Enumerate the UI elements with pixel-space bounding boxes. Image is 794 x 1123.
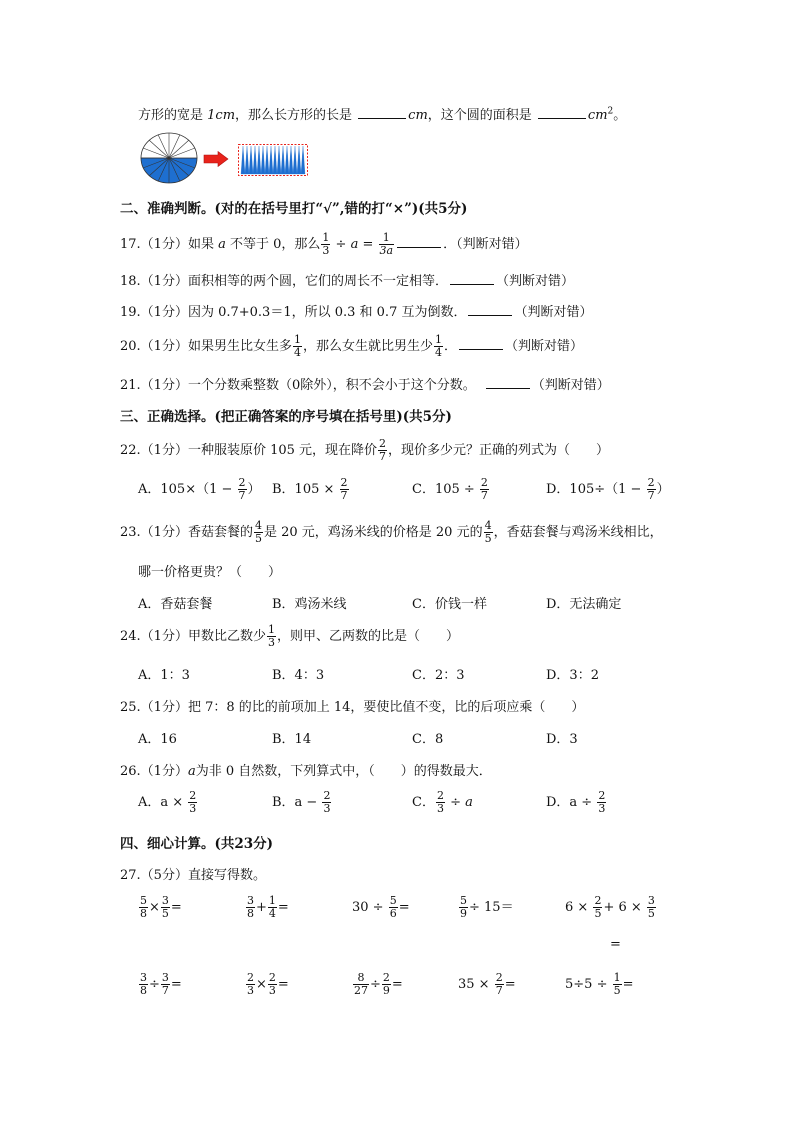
numerator: 2 [238, 476, 246, 489]
fraction [161, 972, 170, 997]
calc-item [352, 972, 403, 997]
fraction [597, 790, 606, 815]
calc-item [565, 895, 657, 920]
option-text: D．a ÷ [546, 795, 597, 810]
question-text: 是 20 元，鸡汤米线的价格是 20 元的 [263, 525, 483, 540]
numerator: 2 [495, 971, 503, 984]
option-a[interactable]: A．16 [138, 732, 177, 747]
denominator: 7 [480, 489, 488, 502]
question-25: 25.（1分）把 7：8 的比的前项加上 14，要使比值不变，比的后项应乘（ ） [120, 700, 585, 715]
numerator: 1 [322, 231, 330, 244]
question-text: 19.（1分）因为 0.7+0.3＝1，所以 0.3 和 0.7 互为倒数． [120, 305, 467, 320]
numerator: 1 [613, 971, 621, 984]
question-text: 17.（1分）如果 [120, 237, 219, 252]
denominator: 4 [268, 907, 276, 920]
fraction [593, 895, 602, 920]
denominator: 27 [354, 984, 368, 997]
question-24 [120, 624, 459, 649]
denominator: 5 [254, 532, 262, 545]
numerator: 2 [379, 437, 387, 450]
denominator: 8 [140, 984, 147, 997]
equals: = [391, 977, 403, 992]
equals: = [622, 977, 634, 992]
question-27: 27.（5分）直接写得数。 [120, 868, 266, 883]
section-title: 三、正确选择。(把正确答案的序号填在括号里)(共5分) [120, 409, 452, 425]
question-text: 26.（1分） [120, 764, 188, 779]
option-a[interactable] [138, 477, 261, 502]
denominator: 8 [140, 907, 147, 920]
expression-text: 35 × [458, 977, 494, 992]
question-text: （判断对错） [514, 305, 593, 320]
question-18 [120, 270, 574, 289]
option-c[interactable]: C．8 [412, 732, 444, 747]
denominator: 7 [495, 984, 503, 997]
fraction [389, 895, 398, 920]
unit-cm: cm [408, 108, 428, 123]
section-title: 二、准确判断。(对的在括号里打“√”,错的打“×”)(共5分) [120, 201, 468, 217]
question-text: （判断对错） [531, 378, 610, 393]
equals: = [398, 900, 410, 915]
numerator: 1 [267, 623, 275, 636]
option-b[interactable] [272, 790, 332, 815]
operator: × [149, 900, 160, 915]
fraction [246, 972, 255, 997]
question-text: （判断对错） [504, 339, 583, 354]
denominator: 7 [340, 489, 348, 502]
operator: + [256, 900, 267, 915]
question-text: ．（判断对错） [443, 237, 528, 252]
fraction [322, 790, 331, 815]
question-text: ，香菇套餐与鸡汤米线相比， [493, 525, 663, 540]
arrow-right-icon [203, 151, 229, 167]
numerator: 3 [140, 971, 147, 984]
calc-item [565, 972, 634, 997]
fraction [434, 334, 443, 359]
operator: ÷ [149, 977, 160, 992]
question-20 [120, 334, 583, 359]
option-b[interactable]: B．4：3 [272, 668, 325, 683]
fraction [268, 972, 277, 997]
circle-diagram [138, 131, 200, 185]
fraction [139, 895, 148, 920]
fraction [139, 972, 148, 997]
question-23 [120, 520, 663, 545]
fraction [293, 334, 302, 359]
numerator: 2 [382, 971, 390, 984]
denominator: 3 [436, 802, 444, 815]
option-c[interactable]: C．2：3 [412, 668, 465, 683]
option-d[interactable]: D．无法确定 [546, 597, 622, 612]
rectangle-diagram [238, 144, 308, 176]
fraction [484, 520, 493, 545]
answer-blank[interactable] [397, 235, 441, 248]
option-c[interactable]: C．价钱一样 [412, 597, 487, 612]
fraction [459, 895, 468, 920]
variable-a: a [465, 795, 473, 810]
denominator: 7 [161, 984, 169, 997]
question-text: 为非 0 自然数，下列算式中，（ ）的得数最大． [195, 764, 492, 779]
intro-text: ，这个圆的面积是 [427, 108, 536, 123]
question-text: 24.（1分）甲数比乙数少 [120, 629, 266, 644]
fraction [268, 895, 277, 920]
fraction [353, 972, 369, 997]
numerator: 2 [598, 789, 606, 802]
option-text: A．a × [138, 795, 188, 810]
option-text: ） [656, 482, 670, 497]
option-a[interactable]: A．1：3 [138, 668, 190, 683]
intro-text: 。 [613, 108, 627, 123]
expression-text: 5÷5 ÷ [565, 977, 612, 992]
variable-a: a [187, 764, 196, 779]
answer-blank[interactable] [538, 106, 586, 119]
operator: × [256, 977, 267, 992]
numerator: 2 [647, 476, 655, 489]
fraction [382, 972, 391, 997]
denominator: 7 [647, 489, 655, 502]
calc-item [458, 972, 516, 997]
expression-text: 6 × [565, 900, 593, 915]
calc-item [352, 895, 410, 920]
answer-blank[interactable] [459, 337, 503, 350]
denominator: 5 [613, 984, 621, 997]
intro-unit: 1cm [207, 108, 236, 123]
equals: = [277, 900, 289, 915]
numerator: 4 [254, 519, 262, 532]
question-text: 20.（1分）如果男生比女生多 [120, 339, 292, 354]
numerator: 2 [340, 476, 348, 489]
numerator: 1 [434, 333, 442, 346]
fraction [246, 895, 255, 920]
intro-text: ，那么长方形的长是 [235, 108, 357, 123]
numerator: 2 [436, 789, 444, 802]
option-text: ） [247, 482, 261, 497]
question-text: 18.（1分）面积相等的两个圆，它们的周长不一定相等． [120, 274, 448, 289]
answer-blank[interactable] [450, 272, 494, 285]
fraction [238, 477, 247, 502]
option-text: C． [412, 795, 435, 810]
calc-item [245, 972, 289, 997]
numerator: 1 [382, 231, 390, 244]
question-17 [120, 232, 528, 257]
operator: ÷ [370, 977, 381, 992]
equals: = [277, 977, 289, 992]
fraction [379, 232, 395, 257]
question-text: 23.（1分）香菇套餐的 [120, 525, 253, 540]
option-text: D．105÷（1 − [546, 482, 646, 497]
equals: = [170, 977, 182, 992]
denominator: 3 [322, 244, 330, 257]
calc-item [138, 972, 182, 997]
option-d[interactable]: D．3：2 [546, 668, 599, 683]
numerator: 2 [480, 476, 488, 489]
denominator: 5 [647, 907, 655, 920]
denominator: 5 [484, 532, 492, 545]
denominator: 3 [267, 636, 275, 649]
question-text: 22.（1分）一种服装原价 105 元，现在降价 [120, 443, 378, 458]
variable-a: a [218, 237, 226, 252]
numerator: 3 [161, 971, 169, 984]
fraction [613, 972, 622, 997]
question-text: （判断对错） [495, 274, 574, 289]
question-22 [120, 438, 609, 463]
equals: = [504, 977, 516, 992]
option-text: A．105×（1 − [138, 482, 237, 497]
expression-text: 30 ÷ [352, 900, 388, 915]
numerator: 5 [460, 894, 467, 907]
question-text: ，则甲、乙两数的比是（ ） [276, 629, 459, 644]
numerator: 3 [247, 894, 254, 907]
option-d[interactable] [546, 790, 607, 815]
denominator: 4 [434, 346, 442, 359]
option-c[interactable] [412, 790, 473, 815]
operator: ÷ [445, 795, 466, 810]
superscript: 2 [607, 106, 614, 117]
option-d[interactable] [546, 477, 670, 502]
denominator: 9 [382, 984, 390, 997]
fraction [495, 972, 504, 997]
denominator: 3a [379, 244, 394, 257]
option-text: C．105 ÷ [412, 482, 479, 497]
numerator: 4 [484, 519, 492, 532]
option-b[interactable]: B．鸡汤米线 [272, 597, 347, 612]
operator: ÷ [331, 237, 351, 252]
unit-cm2: cm [587, 108, 608, 123]
option-d[interactable]: D．3 [546, 732, 578, 747]
expression-text: + 6 × [603, 900, 646, 915]
denominator: 3 [268, 984, 276, 997]
numerator: 2 [268, 971, 276, 984]
fraction [647, 477, 656, 502]
answer-blank[interactable] [358, 106, 406, 119]
fraction [436, 790, 445, 815]
fraction [161, 895, 170, 920]
denominator: 5 [594, 907, 602, 920]
question-19 [120, 301, 592, 320]
denominator: 8 [247, 907, 254, 920]
option-text: B．a − [272, 795, 322, 810]
question-text: 21.（1分）一个分数乘整数（0除外），积不会小于这个分数。 [120, 378, 476, 393]
equals: = [610, 937, 621, 952]
fraction [267, 624, 276, 649]
numerator: 1 [293, 333, 301, 346]
fraction [378, 438, 387, 463]
expression-text: ÷ 15＝ [469, 900, 514, 915]
variable-a: a [350, 237, 359, 252]
denominator: 4 [293, 346, 301, 359]
denominator: 3 [598, 802, 606, 815]
numerator: 3 [161, 894, 169, 907]
numerator: 2 [247, 971, 254, 984]
section-title: 四、细心计算。(共23分) [120, 836, 274, 852]
operator: = [358, 237, 378, 252]
fraction [321, 232, 330, 257]
fraction [188, 790, 197, 815]
denominator: 7 [238, 489, 246, 502]
denominator: 3 [323, 802, 331, 815]
numerator: 5 [389, 894, 397, 907]
answer-blank[interactable] [486, 376, 530, 389]
option-b[interactable]: B．14 [272, 732, 312, 747]
denominator: 7 [379, 450, 387, 463]
numerator: 3 [647, 894, 655, 907]
option-a[interactable]: A．香菇套餐 [138, 597, 213, 612]
denominator: 5 [161, 907, 169, 920]
denominator: 6 [389, 907, 397, 920]
numerator: 5 [140, 894, 147, 907]
equals: = [170, 900, 182, 915]
question-text: ，那么女生就比男生少 [302, 339, 433, 354]
numerator: 8 [357, 971, 365, 984]
question-text: ． [443, 339, 457, 354]
question-23-line2: 哪一价格更贵？（ ） [138, 565, 282, 580]
fraction [254, 520, 263, 545]
numerator: 2 [189, 789, 197, 802]
option-c[interactable] [412, 477, 490, 502]
numerator: 1 [268, 894, 276, 907]
option-a[interactable] [138, 790, 198, 815]
intro-line [138, 104, 626, 123]
fraction [647, 895, 656, 920]
denominator: 9 [460, 907, 467, 920]
denominator: 3 [247, 984, 254, 997]
denominator: 3 [189, 802, 197, 815]
option-text: B．105 × [272, 482, 339, 497]
fraction [340, 477, 349, 502]
question-21 [120, 374, 610, 393]
question-text: 不等于 0，那么 [225, 237, 321, 252]
question-text: ，现价多少元？正确的列式为（ ） [388, 443, 610, 458]
answer-blank[interactable] [468, 303, 512, 316]
intro-text: 方形的宽是 [138, 108, 208, 123]
numerator: 2 [594, 894, 602, 907]
question-26 [120, 760, 492, 779]
calc-item [245, 895, 289, 920]
fraction [480, 477, 489, 502]
calc-item [458, 895, 514, 920]
calc-item [138, 895, 182, 920]
option-b[interactable] [272, 477, 350, 502]
numerator: 2 [323, 789, 331, 802]
